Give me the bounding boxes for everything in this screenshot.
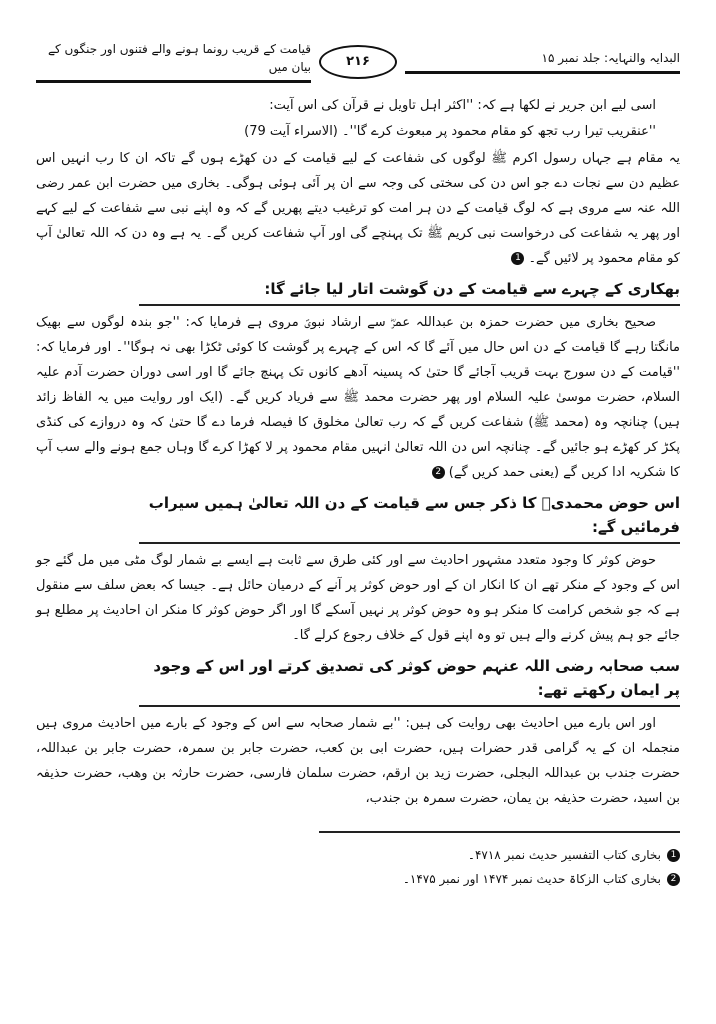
paragraph-2 [36, 310, 680, 485]
footnote-2 [319, 867, 680, 891]
footnotes [319, 843, 680, 891]
section-heading-beggar: بھکاری کے چہرے سے قیامت کے دن گوشت اتار لیا جائے گا: [139, 277, 680, 306]
footnote-2-marker: 2 [667, 873, 680, 886]
intro-line: اسی لیے ابن جریر نے لکھا ہے کہ: ''اکثر اہل تاویل نے قرآن کی اس آیت: [269, 98, 656, 113]
paragraph-1-text: یہ مقام ہے جہاں رسول اکرم ﷺ لوگوں کی شفاعت کے لیے قیامت کے دن کھڑے ہوں گے تاکہ ان کا رب انہیں اس عظیم دن سے نجات دے جو اس دن کی سختی کی وجہ سے ان پر آئی ہوئی ہوگی۔ بخاری میں حضرت ابن عمر رضی اللہ عنہ سے مروی ہے کہ لوگ قیامت کے دن ہر امت کو ترغیب دیتے پھریں گے کہ وہ اپنے نبی سے شفاعت کے لیے کہے اور پھر یہ شفاعت کی درخواست نبی کریم ﷺ تک پہنچے گی اور آپ شفاعت کریں گے۔ یہ ہے وہ دن کہ اللہ تعالیٰ آپ کو مقام محمود پر لائیں گے۔ [36, 151, 680, 266]
section-heading-hawd: اس حوض محمدیؐ کا ذکر جس سے قیامت کے دن اللہ تعالیٰ ہمیں سیراب فرمائیں گے: [139, 491, 680, 544]
paragraph-4: اور اس بارے میں احادیث بھی روایت کی ہیں: ''بے شمار صحابہ سے اس کے وجود کے بارے میں احادیث مروی ہیں منجملہ ان کے یہ گرامی قدر حضرات ہیں، حضرت ابی بن کعب، حضرت جابر بن سمرہ، حضرت جابر بن عبداللہ، حضرت جندب بن عبداللہ البجلی، حضرت زید بن ارقم، حضرت سلمان فارسی، حضرت حارثہ بن وھب، حضرت حذیفہ بن اسید، حضرت حذیفہ بن یمان، حضرت سمرہ بن جندب، [36, 716, 680, 806]
footnote-divider [319, 831, 680, 833]
page-number-oval [319, 45, 397, 79]
paragraph-3: حوض کوثر کا وجود متعدد مشہور احادیث سے اور کئی طرق سے ثابت ہے ایسے بے شمار لوگ مٹی میں مل گئے جو اس کے وجود کے منکر تھے ان کا انکار ان کے اور حوض کوثر پر آنے کے درمیان حائل ہے۔ جیسا کہ بعض سلف سے منقول ہے کہ جو شخص کرامت کا منکر ہو وہ حوض کوثر پر نہیں آسکے گا اور اگر حوض کوثر کا منکر ان احادیث پر مطلع ہو جائے جو ہم پیش کرنے والے ہیں تو وہ اپنے قول کے خلاف رجوع کرلے گا۔ [36, 553, 680, 643]
page-header [36, 40, 680, 83]
footnote-section [36, 831, 680, 891]
footnote-1-marker: 1 [667, 849, 680, 862]
quran-quote: ''عنقریب تیرا رب تجھ کو مقام محمود پر مبعوث کرے گا''۔ (الاسراء آیت 79) [244, 124, 656, 139]
footnote-marker-2[interactable]: 2 [432, 466, 445, 479]
page-number: ۲۱۶ [346, 54, 370, 69]
paragraph-1 [36, 146, 680, 271]
footnote-marker-1[interactable]: 1 [511, 252, 524, 265]
paragraph-2-text: صحیح بخاری میں حضرت حمزہ بن عبداللہ عمرؓ سے ارشاد نبویؐ مروی ہے فرمایا کہ: ''جو بندہ لوگوں سے بھیک مانگتا رہے گا قیامت کے دن اس حال میں آئے گا کہ اس کے چہرے پر گوشت کا کوئی ٹکڑا بھی نہ ہوگا''۔ اور فرمایا کہ: ''قیامت کے دن سورج بہت قریب آجائے گا حتیٰ کہ پسینہ آدھے کانوں تک پہنچ جائے گا اور اسی دوران حضرت آدم علیہ السلام، حضرت موسیٰ علیہ السلام اور پھر حضرت محمد ﷺ سے فریاد کریں گے۔ (ایک اور روایت میں یہ الفاظ زائد ہیں) چنانچہ وہ (محمد ﷺ) شفاعت کریں گے کہ رب تعالیٰ مخلوق کا فیصلہ فرما دے گا حتیٰ کہ وہ دروازے کی کنڈی پکڑ کر کھڑے ہو جائیں گے۔ چنانچہ اس دن اللہ تعالیٰ انہیں مقام محمود پر لا کھڑا کرے گا وہاں جمع ہونے والے سب آپ کا شکریہ ادا کریں گے (یعنی حمد کریں گے) [36, 315, 680, 480]
section-heading-companions: سب صحابہ رضی اللہ عنہم حوض کوثر کی تصدیق کرتے اور اس کے وجود پر ایمان رکھتے تھے: [139, 654, 680, 707]
chapter-title: قیامت کے قریب رونما ہونے والے فتنوں اور جنگوں کے بیان میں [36, 40, 311, 83]
footnote-2-text: بخاری کتاب الزکاۃ حدیث نمبر ۱۴۷۴ اور نمبر ۱۴۷۵۔ [402, 872, 661, 886]
footnote-1 [319, 843, 680, 867]
footnote-1-text: بخاری کتاب التفسیر حدیث نمبر ۴۷۱۸۔ [467, 848, 661, 862]
book-title: البدایہ والنہایہ: جلد نمبر ۱۵ [405, 49, 680, 74]
page-body [36, 93, 680, 813]
